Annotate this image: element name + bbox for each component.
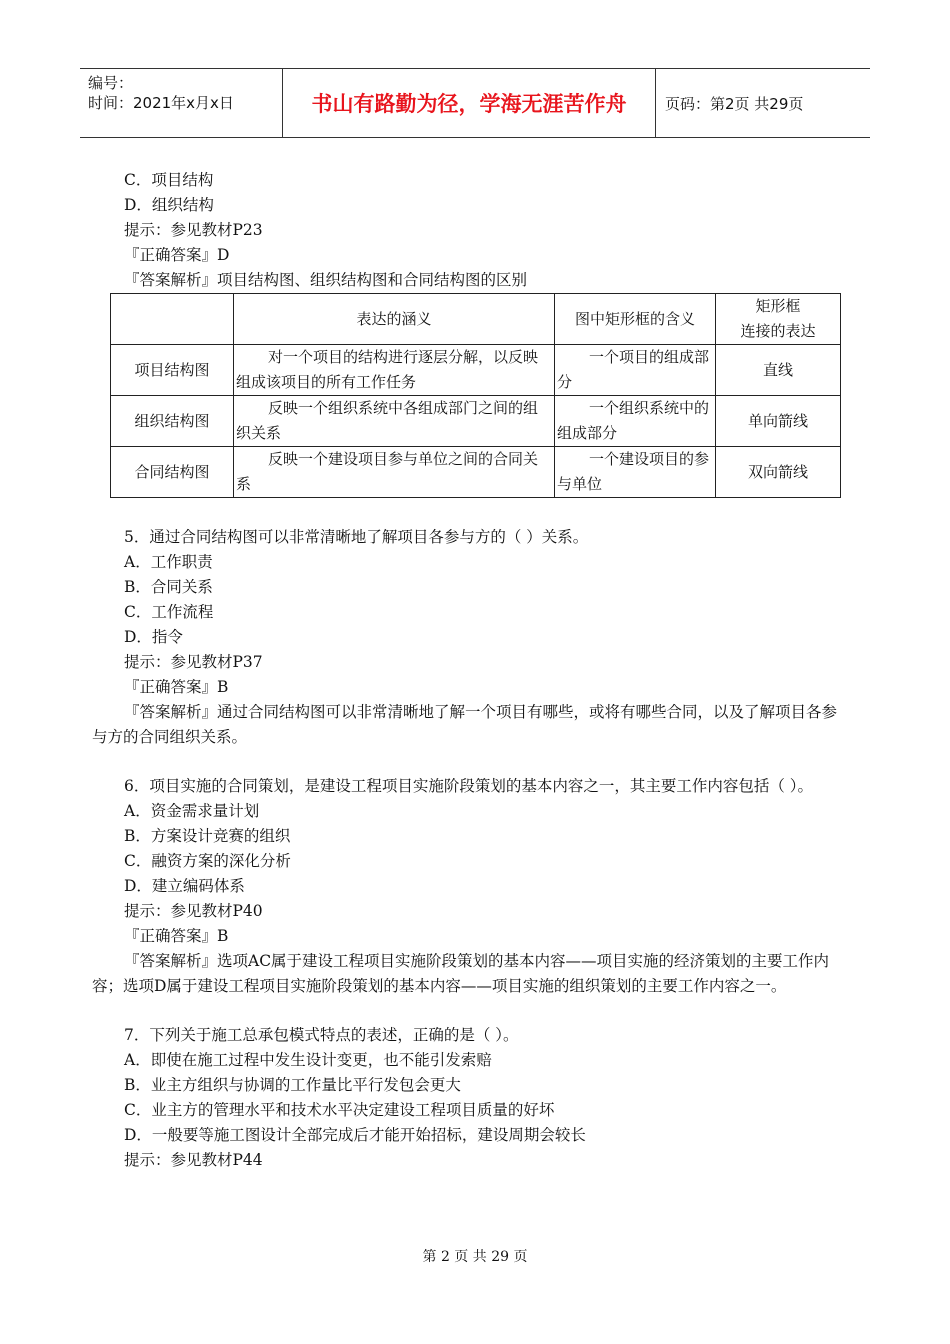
answer-analysis: 『答案解析』选项AC属于建设工程项目实施阶段策划的基本内容——项目实施的经济策划的主要工作内容；选项D属于建设工程项目实施阶段策划的基本内容——项目实施的组织策划的主要工作内容之一。 <box>92 952 830 995</box>
hint: 提示：参见教材P40 <box>124 902 263 920</box>
option-d: D．组织结构 <box>124 196 214 214</box>
table-cell: 一个组织系统中的组成部分 <box>555 396 716 447</box>
table-header-row <box>111 294 841 345</box>
document-body <box>92 168 852 1173</box>
option-b: B．方案设计竞赛的组织 <box>124 827 291 845</box>
table-cell: 一个项目的组成部分 <box>555 345 716 396</box>
table-header-cell <box>111 294 234 345</box>
date-label: 时间：2021年x月x日 <box>88 94 234 112</box>
correct-answer: 『正确答案』D <box>124 246 230 264</box>
table-cell: 反映一个建设项目参与单位之间的合同关系 <box>234 447 555 498</box>
option-b: B．合同关系 <box>124 578 213 596</box>
table-cell: 一个建设项目的参与单位 <box>555 447 716 498</box>
hint: 提示：参见教材P44 <box>124 1151 263 1169</box>
hint: 提示：参见教材P37 <box>124 653 263 671</box>
question-5-stem: 5．通过合同结构图可以非常清晰地了解项目各参与方的（ ）关系。 <box>124 528 589 546</box>
table-cell: 双向箭线 <box>716 447 841 498</box>
header-meta <box>88 73 278 113</box>
header-divider <box>655 69 656 137</box>
table-cell: 合同结构图 <box>111 447 234 498</box>
answer-analysis: 『答案解析』通过合同结构图可以非常清晰地了解一个项目有哪些，或将有哪些合同，以及了解项目各参与方的合同组织关系。 <box>92 703 838 746</box>
question-7-stem: 7．下列关于施工总承包模式特点的表述，正确的是（ ）。 <box>124 1026 519 1044</box>
option-c: C．工作流程 <box>124 603 214 621</box>
correct-answer: 『正确答案』B <box>124 927 229 945</box>
table-header-cell: 矩形框 连接的表达 <box>716 294 841 345</box>
table-row <box>111 447 841 498</box>
table-cell: 单向箭线 <box>716 396 841 447</box>
correct-answer: 『正确答案』B <box>124 678 229 696</box>
option-a: A．工作职责 <box>124 553 213 571</box>
table-cell: 直线 <box>716 345 841 396</box>
table-row <box>111 345 841 396</box>
option-d: D．指令 <box>124 628 183 646</box>
option-d: D．一般要等施工图设计全部完成后才能开始招标，建设周期会较长 <box>124 1126 586 1144</box>
option-a: A．资金需求量计划 <box>124 802 260 820</box>
page-footer: 第 2 页 共 29 页 <box>422 1249 528 1265</box>
table-cell: 项目结构图 <box>111 345 234 396</box>
table-header-cell: 表达的涵义 <box>234 294 555 345</box>
page-header <box>80 68 870 138</box>
analysis-title: 『答案解析』项目结构图、组织结构图和合同结构图的区别 <box>124 271 528 289</box>
header-page-info: 页码：第2页 共29页 <box>665 94 804 113</box>
comparison-table <box>110 293 841 498</box>
table-cell: 组织结构图 <box>111 396 234 447</box>
option-c: C．项目结构 <box>124 171 214 189</box>
option-c: C．业主方的管理水平和技术水平决定建设工程项目质量的好坏 <box>124 1101 555 1119</box>
hint: 提示：参见教材P23 <box>124 221 263 239</box>
table-cell: 对一个项目的结构进行逐层分解，以反映组成该项目的所有工作任务 <box>234 345 555 396</box>
question-6-stem: 6．项目实施的合同策划，是建设工程项目实施阶段策划的基本内容之一，其主要工作内容包括（ ）。 <box>124 777 814 795</box>
number-label: 编号： <box>88 74 134 92</box>
option-c: C．融资方案的深化分析 <box>124 852 291 870</box>
option-b: B．业主方组织与协调的工作量比平行发包会更大 <box>124 1076 461 1094</box>
header-motto: 书山有路勤为径，学海无涯苦作舟 <box>311 92 627 116</box>
table-cell: 反映一个组织系统中各组成部门之间的组织关系 <box>234 396 555 447</box>
option-a: A．即使在施工过程中发生设计变更，也不能引发索赔 <box>124 1051 492 1069</box>
table-row <box>111 396 841 447</box>
table-header-cell: 图中矩形框的含义 <box>555 294 716 345</box>
option-d: D．建立编码体系 <box>124 877 245 895</box>
